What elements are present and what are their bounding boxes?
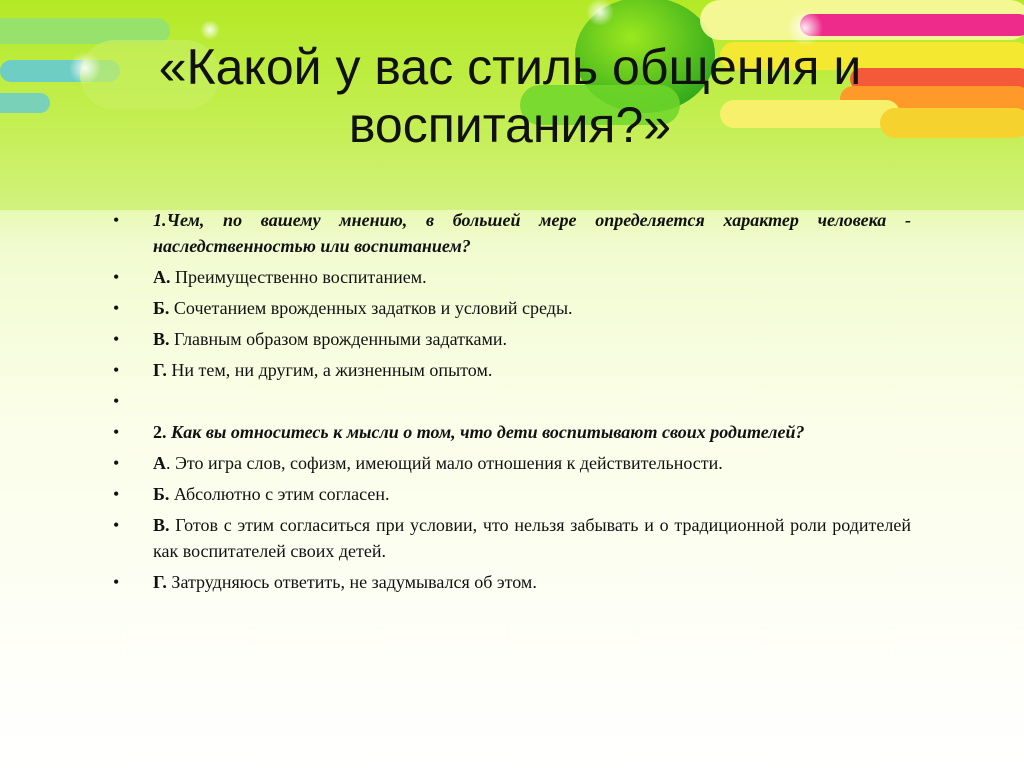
bullet-icon: • [113, 329, 120, 349]
answer-text: . Это игра слов, софизм, имеющий мало отношения к действительности. [166, 453, 723, 473]
list-item [113, 357, 911, 383]
list-item [113, 207, 911, 259]
slide-title: «Какой у вас стиль общения и воспитания?» [158, 39, 862, 153]
list-item [113, 481, 911, 507]
question-text: 1.Чем, по вашему мнению, в большей мере определяется характер человека - наследственностью или воспитанием? [153, 210, 911, 256]
answer-text: Главным образом врожденными задатками. [169, 329, 508, 349]
answer-text: Преимущественно воспитанием. [170, 267, 427, 287]
bullet-list [113, 207, 911, 600]
answer-text: Ни тем, ни другим, а жизненным опытом. [166, 360, 493, 380]
answer-letter: А [153, 453, 166, 473]
bullet-icon: • [113, 572, 120, 592]
answer-letter: В. [153, 515, 170, 535]
bullet-icon: • [113, 298, 120, 318]
list-item [113, 419, 911, 445]
list-item [113, 388, 911, 414]
list-item [113, 295, 911, 321]
list-item [113, 264, 911, 290]
answer-letter: А. [153, 267, 171, 287]
answer-text: Готов с этим согласиться при условии, что нельзя забывать и о традиционной роли родителей как воспитателей своих детей. [153, 515, 911, 561]
list-item [113, 512, 911, 564]
answer-letter: Г. [153, 360, 167, 380]
bullet-icon: • [113, 484, 120, 504]
bullet-icon: • [113, 391, 120, 411]
bullet-icon: • [113, 267, 120, 287]
bullet-icon: • [113, 360, 120, 380]
question-number: 2. [153, 422, 167, 442]
bullet-icon: • [113, 422, 120, 442]
answer-text: Абсолютно с этим согласен. [169, 484, 390, 504]
question-text: Как вы относитесь к мысли о том, что дети воспитывают своих родителей? [166, 422, 805, 442]
answer-letter: В. [153, 329, 170, 349]
answer-text: Сочетанием врожденных задатков и условий среды. [169, 298, 573, 318]
list-item [113, 569, 911, 595]
bullet-icon: • [113, 515, 120, 535]
bullet-icon: • [113, 453, 120, 473]
answer-letter: Г. [153, 572, 167, 592]
answer-letter: Б. [153, 484, 170, 504]
bullet-icon: • [113, 210, 120, 230]
list-item [113, 326, 911, 352]
answer-text: Затрудняюсь ответить, не задумывался об этом. [166, 572, 537, 592]
list-item [113, 450, 911, 476]
answer-letter: Б. [153, 298, 170, 318]
